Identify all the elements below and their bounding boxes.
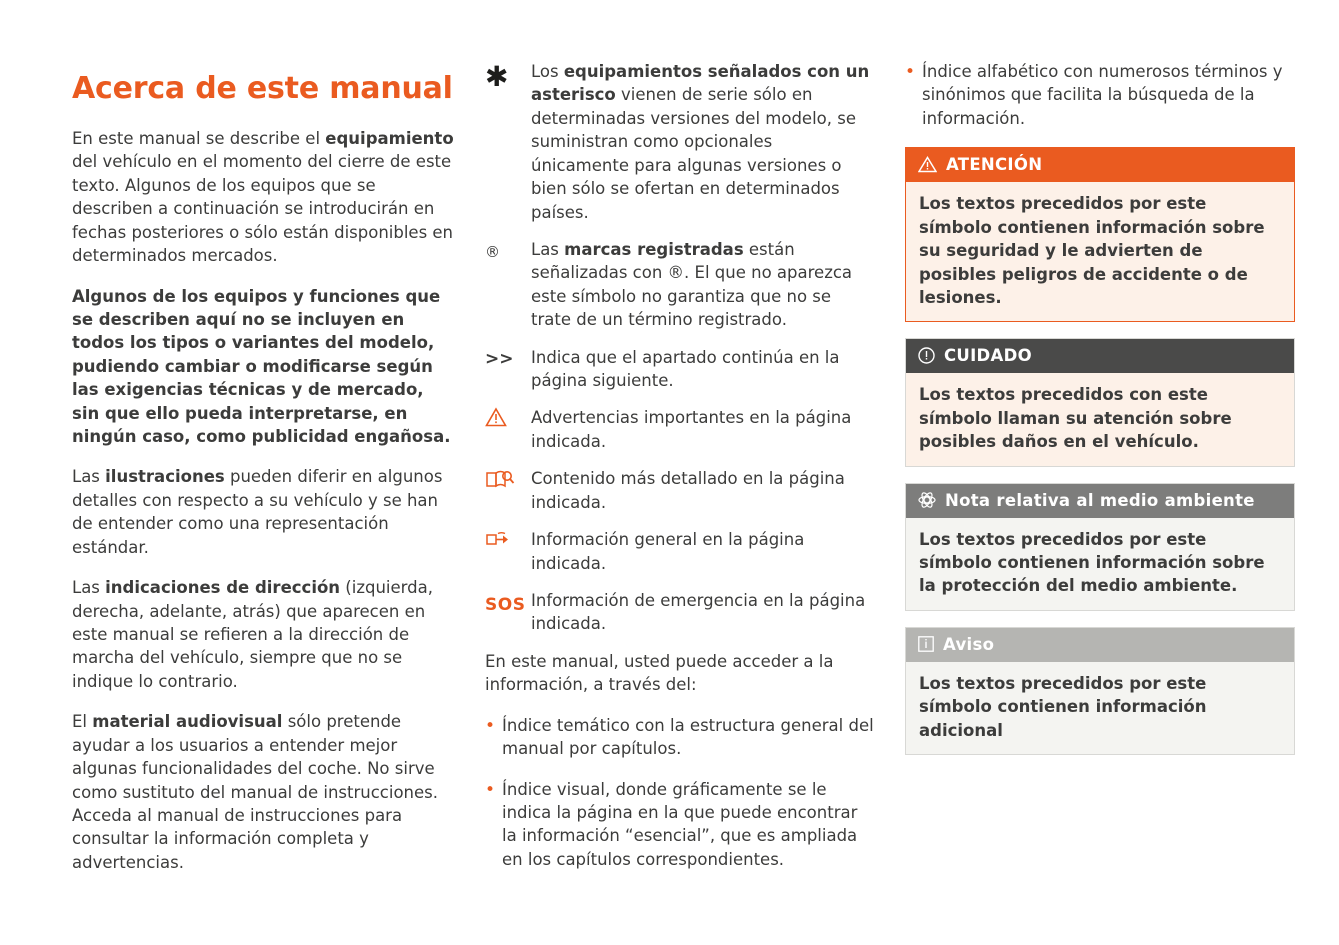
access-intro-text: En este manual, usted puede acceder a la información, a través del: <box>485 651 834 695</box>
page-columns <box>72 60 1283 891</box>
list-item: • Índice visual, donde gráficamente se le indica la página en la que puede encontrar la información “esencial”, que es ampliada en los capítulos correspondientes. <box>485 778 875 872</box>
environment-leaf-icon <box>918 491 936 509</box>
double-chevron-right-icon: >> <box>485 348 514 369</box>
symbol-legend-text: Los equipamientos señalados con un asterisco vienen de serie sólo en determinadas versiones del modelo, se suministran como opcionales únicamente para algunas versiones o bien sólo se ofertan en determinados países. <box>531 62 870 222</box>
attn-triangle-white-icon <box>918 156 937 173</box>
symbol-legend-row <box>485 238 875 332</box>
list-item: • Índice alfabético con numerosos términos y sinónimos que facilita la búsqueda de la información. <box>905 60 1295 130</box>
callout-header <box>906 339 1294 373</box>
symbol-legend-text: Indica que el apartado continúa en la página siguiente. <box>531 347 840 391</box>
callout-header <box>906 484 1294 518</box>
callout-title: CUIDADO <box>944 346 1032 366</box>
callout-title: Nota relativa al medio ambiente <box>945 490 1255 510</box>
book-magnifier-icon <box>485 468 515 490</box>
callout-box-attn <box>905 147 1295 322</box>
symbol-legend-row <box>485 589 875 636</box>
emphasis: Algunos de los equipos y funciones que se describen aquí no se incluyen en todos los tipos o variantes del modelo, pudiendo cambiar o modificarse según las exigencias técnicas y de mercado, sin que ello pueda interpretarse, en ningún caso, como publicidad engañosa. <box>72 286 451 447</box>
asterisk-icon: ✱ <box>485 60 509 93</box>
sos-icon: SOS <box>485 595 526 616</box>
paragraph: Las indicaciones de dirección (izquierda, derecha, adelante, atrás) que aparecen en este manual se refieren a la dirección de marcha del vehículo, siempre que no se indique lo contrario. <box>72 578 433 691</box>
callout-header <box>906 628 1294 662</box>
registered-trademark-icon: ® <box>485 242 500 261</box>
symbol-legend-row <box>485 346 875 393</box>
emphasis: equipamiento <box>325 129 454 148</box>
symbol-legend-text: Información de emergencia en la página indicada. <box>531 591 866 634</box>
callout-body: Los textos precedidos por este símbolo contienen información adicional <box>906 662 1294 754</box>
callout-box-note <box>905 627 1295 755</box>
emphasis: indicaciones de dirección <box>105 578 341 598</box>
exclamation-circle-icon <box>918 347 935 364</box>
environment-leaf-icon <box>918 491 936 509</box>
warning-triangle-icon <box>485 407 507 427</box>
symbol-legend-row <box>485 467 875 514</box>
emphasis: equipamientos señalados con un asterisco <box>531 62 870 105</box>
attn-triangle-white-icon <box>918 156 937 173</box>
callout-box-env <box>905 483 1295 611</box>
left-body-text <box>72 127 455 874</box>
callout-body: Los textos precedidos por este símbolo contienen información sobre su seguridad y le advierten de posibles peligros de accidente o de lesiones. <box>906 182 1294 321</box>
column-left <box>72 60 455 891</box>
symbol-legend-text: Contenido más detallado en la página indicada. <box>531 469 845 512</box>
symbol-legend-row <box>485 406 875 453</box>
paragraph: En este manual se describe el equipamiento del vehículo en el momento del cierre de este texto. Algunos de los equipos que se describen a continuación se introducirán en fechas posteriores o sólo están disponibles en determinados mercados. <box>72 129 454 266</box>
exclamation-circle-icon <box>918 347 935 364</box>
callout-header <box>906 148 1294 182</box>
paragraph: Las ilustraciones pueden diferir en algunos detalles con respecto a su vehículo y se han de entender como una representación estándar. <box>72 467 443 557</box>
callout-title: Aviso <box>943 634 995 654</box>
page-title: Acerca de este manual <box>72 71 453 106</box>
info-icon <box>918 636 934 652</box>
book-magnifier-icon <box>485 467 531 490</box>
symbol-legend-text: Las marcas registradas están señalizadas con ®. El que no aparezca este símbolo no garantiza que no se trate de un término registrado. <box>531 239 853 330</box>
column-right <box>905 60 1295 771</box>
column-middle <box>485 60 875 888</box>
access-methods-continued-list <box>905 60 1295 130</box>
info-icon <box>918 636 934 652</box>
access-methods-list <box>485 714 875 872</box>
emphasis: material audiovisual <box>92 712 283 732</box>
symbol-legend-text: Advertencias importantes en la página indicada. <box>531 408 852 451</box>
symbol-legend-row <box>485 528 875 575</box>
callout-title: ATENCIÓN <box>946 155 1043 175</box>
callout-body: Los textos precedidos por este símbolo contienen información sobre la protección del medio ambiente. <box>906 518 1294 610</box>
pointing-hand-icon <box>485 529 515 549</box>
paragraph <box>72 285 455 449</box>
symbol-legend-row <box>485 60 875 224</box>
pointing-hand-icon <box>485 528 531 549</box>
paragraph: El material audiovisual sólo pretende ayudar a los usuarios a entender mejor algunas funcionalidades del coche. No sirve como sustituto del manual de instrucciones. Acceda al manual de instrucciones para consultar la información completa y advertencias. <box>72 712 439 872</box>
list-item: • Índice temático con la estructura general del manual por capítulos. <box>485 714 875 761</box>
callout-body: Los textos precedidos con este símbolo llaman su atención sobre posibles daños en el vehículo. <box>906 373 1294 465</box>
callout-boxes <box>905 147 1295 755</box>
warning-triangle-icon <box>485 406 531 427</box>
symbol-legend-text: Información general en la página indicada. <box>531 530 805 573</box>
callout-box-caution <box>905 338 1295 466</box>
symbol-legend-list <box>485 60 875 636</box>
emphasis: marcas registradas <box>564 239 744 259</box>
emphasis: ilustraciones <box>105 467 225 487</box>
